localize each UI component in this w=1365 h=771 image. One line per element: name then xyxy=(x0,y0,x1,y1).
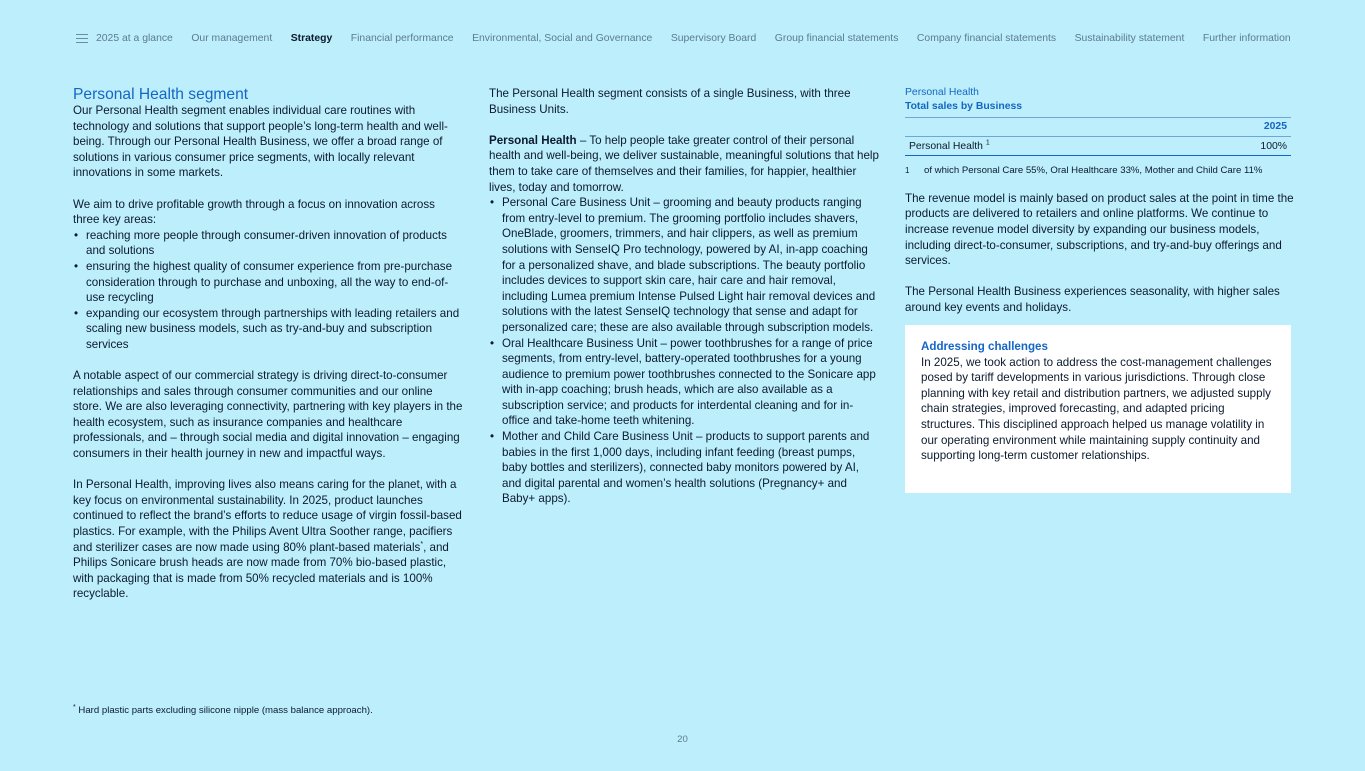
list-item: • Oral Healthcare Business Unit – power toothbrushes for a range of price segments, from entry-level, battery-operated toothbrushes for a young audience to premium power toothbrushes connected to the Sonicare app with in-app coaching; brush heads, which are also available as a subscription service; and products for interdental cleaning and for in-office and take-home teeth whitening. xyxy=(489,336,879,430)
box-title: Addressing challenges xyxy=(921,340,1048,353)
table-caption: Personal Health xyxy=(905,87,979,98)
business-units-list xyxy=(489,195,879,507)
nav-item-further-information[interactable]: Further information xyxy=(1202,32,1291,44)
revenue-model-paragraph: The revenue model is mainly based on product sales at the point in time the products are delivered to retailers and online platforms. We continue to increase revenue model diversity by expanding our business models, including direct-to-consumer, subscriptions, and try-and-buy offerings and services. xyxy=(905,191,1294,268)
column-left xyxy=(73,86,463,602)
nav-item-company-financial-statements[interactable]: Company financial statements xyxy=(916,32,1057,44)
nav-item-strategy[interactable]: Strategy xyxy=(290,32,333,44)
table-footnote: 1 of which Personal Care 55%, Oral Healthcare 33%, Mother and Child Care 11% xyxy=(905,165,1263,177)
personal-health-label: Personal Health xyxy=(489,133,577,147)
page-footnote: * Hard plastic parts excluding silicone nipple (mass balance approach). xyxy=(73,703,373,716)
nav-item-esg[interactable]: Environmental, Social and Governance xyxy=(472,32,653,44)
top-nav xyxy=(76,30,1305,46)
commercial-strategy-paragraph: A notable aspect of our commercial strategy is driving direct-to-consumer relationships and sales through consumer communities and our online store. We are also leveraging connectivity, partnering with key players in the health ecosystem, such as insurance companies and healthcare professionals, and – through social media and digital innovation – engaging consumers in their health journey in new and impactful ways. xyxy=(73,369,463,461)
nav-item-2025-at-a-glance[interactable]: 2025 at a glance xyxy=(96,32,173,44)
growth-aim: We aim to drive profitable growth through a focus on innovation across three key areas: xyxy=(73,197,435,227)
nav-item-our-management[interactable]: Our management xyxy=(191,32,273,44)
nav-item-sustainability-statement[interactable]: Sustainability statement xyxy=(1074,32,1185,44)
table-row xyxy=(905,136,1291,156)
addressing-challenges-box xyxy=(905,325,1291,493)
list-item: • Mother and Child Care Business Unit – products to support parents and babies in the first 1,000 days, including infant feeding (breast pumps, baby bottles and sterilizers), connected baby monitors powered by AI, and digital parental and women’s health solutions (Pregnancy+ and Baby+ apps). xyxy=(489,429,879,507)
table-cell-label: Personal Health $^1$ xyxy=(905,136,1183,156)
table-title: Total sales by Business xyxy=(905,101,1023,112)
column-middle xyxy=(489,86,879,507)
nav-item-group-financial-statements[interactable]: Group financial statements xyxy=(774,32,899,44)
page-number: 20 xyxy=(677,734,688,745)
box-text: In 2025, we took action to address the cost-management challenges posed by tariff developments in various jurisdictions. Through close planning with key retail and distribution partners, we adjusted supply chain strategies, improved forecasting, and adapted pricing structures. This disciplined approach helped us manage volatility in our operating environment while maintaining supply continuity and supporting long-term customer relationships. xyxy=(921,355,1272,463)
personal-health-description: Personal Health – To help people take greater control of their personal health and well-being, we deliver sustainable, meaningful solutions that help them to take care of themselves and their families, for happier, healthier lives, today and tomorrow. xyxy=(489,133,879,194)
list-item: • expanding our ecosystem through partnerships with leading retailers and scaling new business models, such as try-and-buy and subscription services xyxy=(73,306,463,353)
table-header-year: 2025 xyxy=(905,118,1291,137)
list-item: • ensuring the highest quality of consumer experience from pre-purchase consideration through to purchase and unboxing, all the way to end-of-use recycling xyxy=(73,259,463,306)
seasonality-paragraph: The Personal Health Business experiences seasonality, with higher sales around key events and holidays. xyxy=(905,285,1280,314)
table-cell-value: 100% xyxy=(1183,136,1291,156)
section-title: Personal Health segment xyxy=(73,86,249,103)
sales-table xyxy=(905,117,1291,156)
nav-item-supervisory-board[interactable]: Supervisory Board xyxy=(670,32,757,44)
column-right xyxy=(905,86,1295,316)
key-areas-list xyxy=(73,228,463,353)
list-item: • Personal Care Business Unit – grooming and beauty products ranging from entry-level to premium. The grooming portfolio includes shavers, OneBlade, groomers, trimmers, and hair clippers, as well as premium solutions with SenseIQ Pro technology, powered by AI, in-app coaching for a personalized shave, and blade subscriptions. The beauty portfolio includes devices to support skin care, hair care and hair removal, including Lumea premium Intense Pulsed Light hair removal devices and solutions with the latest SenseIQ technology that sense and adapt for personalized care; these are also available through subscription models. xyxy=(489,195,879,335)
nav-item-financial-performance[interactable]: Financial performance xyxy=(350,32,454,44)
business-structure-paragraph: The Personal Health segment consists of a single Business, with three Business Units. xyxy=(489,87,851,116)
segment-intro: Our Personal Health segment enables individual care routines with technology and solutions that support people’s long-term health and well-being. Through our Personal Health Business, we offer a broad range of solutions in various consumer price segments, with locally relevant innovations in some markets. xyxy=(73,104,448,180)
sustainability-paragraph: In Personal Health, improving lives also means caring for the planet, with a key focus on environmental sustainability. In 2025, product launches continued to reflect the brand’s efforts to reduce usage of virgin fossil-based plastics. For example, with the Philips Avent Ultra Soother range, pacifiers and sterilizer cases are now made using 80% plant-based materials*, and Philips Sonicare brush heads are now made from 70% bio-based plastic, with packaging that is made from 50% recycled materials and is 100% recyclable. xyxy=(73,478,462,601)
list-item: • reaching more people through consumer-driven innovation of products and solutions xyxy=(73,228,463,259)
footnote-marker: * xyxy=(420,540,424,548)
